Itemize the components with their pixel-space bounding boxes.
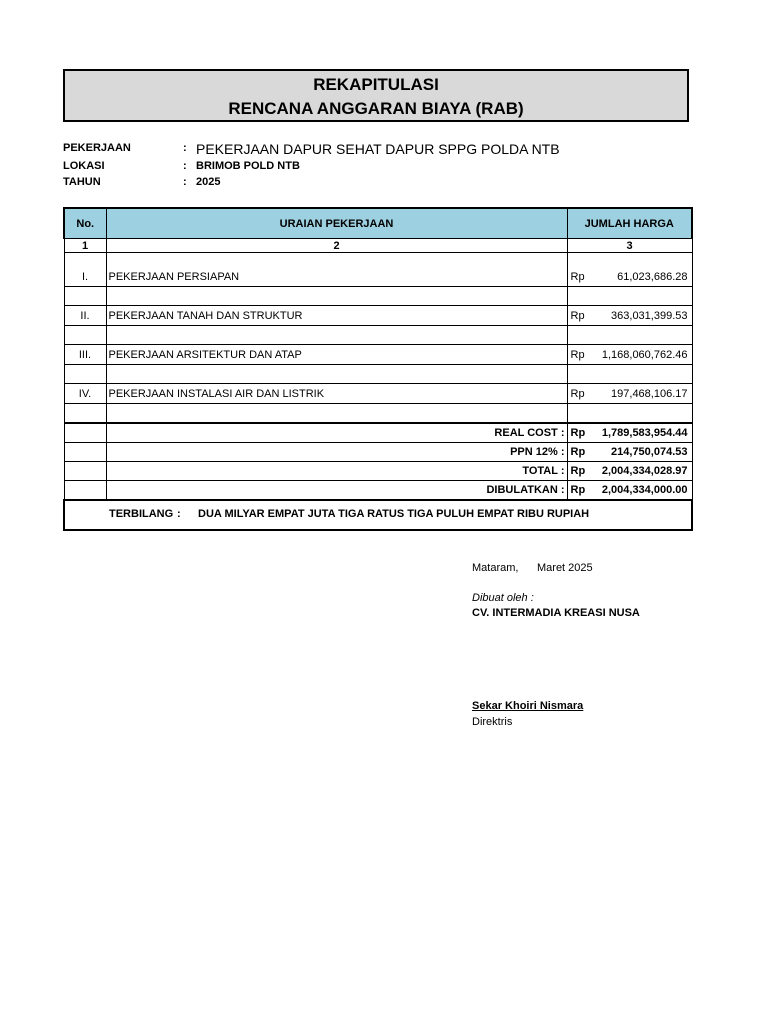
item-amount-cell — [567, 384, 692, 404]
item-desc: PEKERJAAN INSTALASI AIR DAN LISTRIK — [106, 384, 567, 404]
item-amount: 363,031,399.53 — [611, 309, 688, 322]
title-line-2: RENCANA ANGGARAN BIAYA (RAB) — [228, 99, 524, 118]
item-amount-cell — [567, 267, 692, 287]
item-no: II. — [64, 306, 106, 326]
terbilang-label: TERBILANG — [109, 508, 174, 520]
signature-date: Maret 2025 — [537, 562, 593, 574]
summary-label: REAL COST : — [106, 423, 567, 443]
currency-label: Rp — [570, 348, 585, 361]
header-jumlah: JUMLAH HARGA — [567, 208, 692, 239]
spacer-row — [64, 253, 692, 268]
tahun-label: TAHUN — [63, 176, 101, 188]
currency-label: Rp — [570, 309, 585, 322]
item-no: I. — [64, 267, 106, 287]
item-amount: 197,468,106.17 — [611, 387, 688, 400]
item-amount: 1,168,060,762.46 — [601, 348, 688, 361]
blank-row — [64, 404, 692, 424]
signature-city: Mataram, — [472, 562, 519, 574]
currency-label: Rp — [570, 270, 585, 283]
item-no: IV. — [64, 384, 106, 404]
blank-row — [64, 326, 692, 345]
item-desc: PEKERJAAN ARSITEKTUR DAN ATAP — [106, 345, 567, 365]
summary-label: DIBULATKAN : — [106, 481, 567, 501]
summary-label: PPN 12% : — [106, 443, 567, 462]
item-desc: PEKERJAAN PERSIAPAN — [106, 267, 567, 287]
summary-amount-cell — [567, 423, 692, 443]
pekerjaan-label: PEKERJAAN — [63, 142, 131, 154]
terbilang-value: DUA MILYAR EMPAT JUTA TIGA RATUS TIGA PULUH EMPAT RIBU RUPIAH — [198, 508, 590, 520]
terbilang-colon: : — [177, 508, 181, 520]
table-row — [64, 267, 692, 287]
pekerjaan-colon: : — [183, 142, 187, 154]
currency-label: Rp — [570, 387, 585, 400]
header-uraian: URAIAN PEKERJAAN — [106, 208, 567, 239]
currency-label: Rp — [570, 484, 586, 496]
item-amount-cell — [567, 345, 692, 365]
blank-row — [64, 287, 692, 306]
table-row — [64, 306, 692, 326]
document-title-box — [63, 69, 689, 122]
summary-label: TOTAL : — [106, 462, 567, 481]
item-amount-cell — [567, 306, 692, 326]
summary-row-real-cost — [64, 423, 692, 443]
currency-label: Rp — [570, 446, 586, 458]
title-line-1: REKAPITULASI — [313, 75, 439, 94]
col-number-3: 3 — [567, 239, 692, 253]
summary-amount-cell — [567, 481, 692, 501]
col-number-1: 1 — [64, 239, 106, 253]
lokasi-value: BRIMOB POLD NTB — [196, 160, 300, 172]
blank-row — [64, 365, 692, 384]
summary-amount-cell — [567, 462, 692, 481]
summary-row-total — [64, 462, 692, 481]
header-no: No. — [64, 208, 106, 239]
signer-name: Sekar Khoiri Nismara — [472, 700, 584, 712]
currency-label: Rp — [570, 427, 586, 439]
tahun-value: 2025 — [196, 176, 221, 188]
col-number-2: 2 — [106, 239, 567, 253]
rab-table — [63, 207, 693, 531]
column-number-row — [64, 239, 692, 253]
tahun-colon: : — [183, 176, 187, 188]
table-row — [64, 345, 692, 365]
signer-position: Direktris — [472, 716, 513, 728]
summary-row-dibulatkan — [64, 481, 692, 501]
currency-label: Rp — [570, 465, 586, 477]
item-amount: 61,023,686.28 — [617, 270, 688, 283]
summary-amount-cell — [567, 443, 692, 462]
pekerjaan-value: PEKERJAAN DAPUR SEHAT DAPUR SPPG POLDA NTB — [196, 141, 560, 157]
lokasi-label: LOKASI — [63, 160, 105, 172]
item-desc: PEKERJAAN TANAH DAN STRUKTUR — [106, 306, 567, 326]
summary-amount: 214,750,074.53 — [611, 446, 688, 458]
lokasi-colon: : — [183, 160, 187, 172]
company-name: CV. INTERMADIA KREASI NUSA — [472, 607, 640, 619]
table-header-row — [64, 208, 692, 239]
summary-amount: 2,004,334,000.00 — [601, 484, 688, 496]
summary-amount: 1,789,583,954.44 — [601, 427, 688, 439]
summary-amount: 2,004,334,028.97 — [601, 465, 688, 477]
summary-row-ppn — [64, 443, 692, 462]
item-no: III. — [64, 345, 106, 365]
made-by-label: Dibuat oleh : — [472, 592, 534, 604]
table-row — [64, 384, 692, 404]
terbilang-row — [64, 500, 692, 530]
